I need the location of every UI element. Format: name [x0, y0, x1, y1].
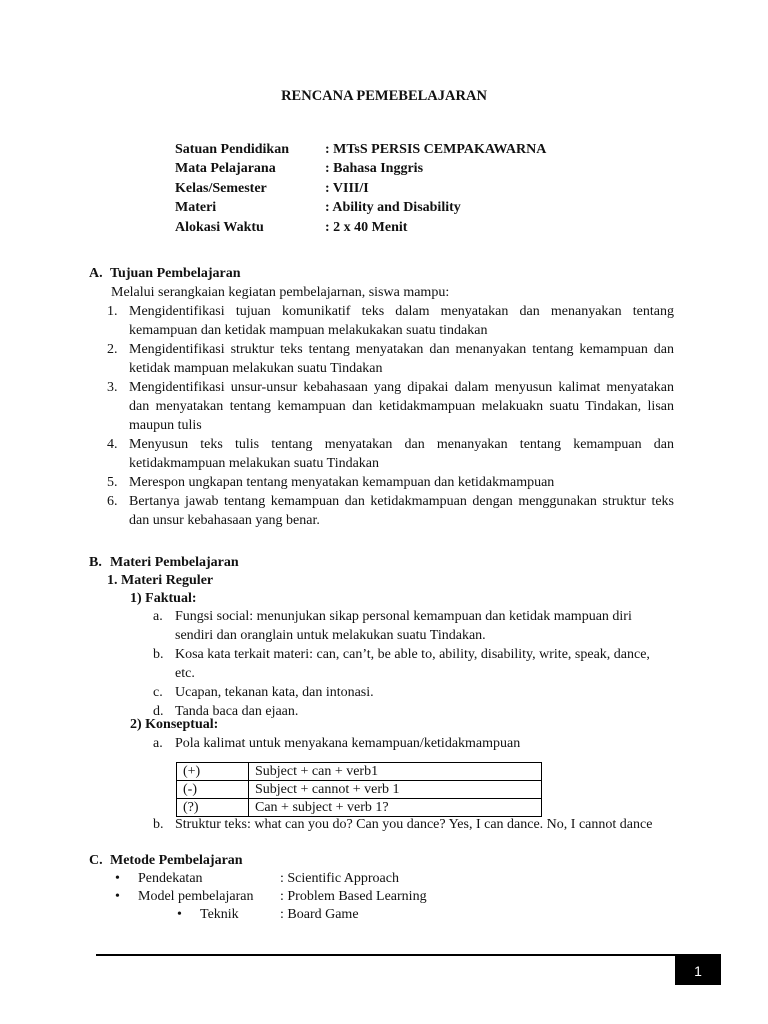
item-text: Mengidentifikasi tujuan komunikatif teks dalam menyatakan dan menanyakan tentang kemampuan dan ketidak mampuan melakukakan suatu tindakan	[129, 304, 674, 338]
info-row	[175, 218, 546, 237]
list-item	[107, 378, 674, 435]
item-number: 4.	[107, 437, 118, 452]
footer-rule	[96, 954, 721, 956]
subsection-heading: 1. Materi Reguler	[107, 573, 214, 588]
faktual-list	[153, 607, 673, 721]
item-letter: a.	[153, 736, 163, 751]
item-number: 3.	[107, 380, 118, 395]
method-label: Pendekatan	[138, 871, 203, 886]
faktual-heading: 1) Faktual:	[130, 591, 197, 606]
konseptual-item-b	[153, 815, 673, 834]
identity-block	[175, 140, 546, 237]
list-item	[153, 645, 673, 683]
info-row	[175, 179, 546, 198]
sentence-pattern-table	[176, 762, 542, 817]
list-item	[107, 492, 674, 530]
info-label: Kelas/Semester	[175, 180, 267, 196]
section-a-intro: Melalui serangkaian kegiatan pembelajarnan, siswa mampu:	[111, 285, 450, 300]
method-row	[115, 887, 427, 905]
item-letter: a.	[153, 609, 163, 624]
section-title: Metode Pembelajaran	[110, 853, 243, 868]
info-label: Materi	[175, 200, 217, 216]
pattern-symbol: (-)	[177, 781, 249, 799]
table-row	[177, 763, 542, 781]
bullet-icon: •	[115, 871, 120, 886]
item-text: Ucapan, tekanan kata, dan intonasi.	[175, 685, 374, 700]
objectives-list	[107, 302, 674, 530]
document-title: RENCANA PEMEBELAJARAN	[281, 88, 487, 104]
section-letter: C.	[89, 853, 103, 868]
item-letter: d.	[153, 704, 164, 719]
info-label: Satuan Pendidikan	[175, 142, 289, 157]
section-title: Tujuan Pembelajaran	[110, 266, 241, 281]
list-item	[153, 607, 673, 645]
pattern-symbol: (?)	[177, 799, 249, 817]
item-text: Mengidentifikasi struktur teks tentang menyatakan dan menanyakan tentang kemampuan dan ketidak mampuan melakukan suatu Tindakan	[129, 342, 674, 376]
item-text: Bertanya jawab tentang kemampuan dan ketidakmampuan dengan menggunakan struktur teks dan unsur kebahasaan yang benar.	[129, 494, 674, 528]
item-letter: c.	[153, 685, 163, 700]
section-c-heading	[89, 851, 243, 870]
method-value: : Problem Based Learning	[280, 889, 427, 904]
list-item	[153, 734, 673, 753]
method-value: : Scientific Approach	[280, 871, 399, 886]
item-text: Mengidentifikasi unsur-unsur kebahasaan yang dipakai dalam menyusun kalimat menyatakan dan menyatakan tentang kemampuan dan ketidakmampuan melakuakn suatu Tindakan, lisan maupun tulis	[129, 380, 674, 433]
method-row	[115, 869, 427, 887]
list-item	[107, 473, 674, 492]
item-text: Pola kalimat untuk menyakana kemampuan/ketidakmampuan	[175, 736, 521, 751]
bullet-icon: •	[115, 889, 120, 904]
konseptual-item-a	[153, 734, 673, 753]
info-value: : 2 x 40 Menit	[325, 219, 408, 235]
info-row	[175, 140, 546, 159]
info-label: Alokasi Waktu	[175, 219, 264, 235]
info-label: Mata Pelajarana	[175, 161, 276, 177]
info-value: : Bahasa Inggris	[325, 161, 424, 177]
info-value: : Ability and Disability	[325, 200, 461, 216]
bullet-icon: •	[177, 907, 182, 922]
list-item	[153, 702, 673, 721]
list-item	[107, 340, 674, 378]
page-number: 1	[675, 955, 721, 985]
method-label: Teknik	[200, 907, 239, 922]
list-item	[107, 302, 674, 340]
section-a-heading	[89, 264, 241, 283]
item-letter: b.	[153, 647, 164, 662]
list-item	[107, 435, 674, 473]
item-text: Struktur teks: what can you do? Can you dance? Yes, I can dance. No, I cannot dance	[175, 817, 653, 832]
method-value: : Board Game	[280, 907, 359, 922]
item-text: Kosa kata terkait materi: can, can’t, be able to, ability, disability, write, speak, dance, etc.	[175, 647, 650, 681]
method-row	[115, 905, 427, 923]
item-number: 2.	[107, 342, 118, 357]
info-row	[175, 159, 546, 178]
section-letter: B.	[89, 555, 102, 570]
list-item	[153, 683, 673, 702]
pattern-formula: Can + subject + verb 1?	[249, 799, 542, 817]
konseptual-heading: 2) Konseptual:	[130, 717, 219, 732]
item-text: Fungsi social: menunjukan sikap personal kemampuan dan ketidak mampuan diri sendiri dan oranglain untuk melakukan suatu Tindakan.	[175, 609, 632, 643]
pattern-symbol: (+)	[177, 763, 249, 781]
pattern-formula: Subject + cannot + verb 1	[249, 781, 542, 799]
item-text: Menyusun teks tulis tentang menyatakan dan menanyakan tentang kemampuan dan ketidakmampuan melakukan suatu Tindakan	[129, 437, 674, 471]
item-number: 1.	[107, 304, 118, 319]
item-number: 5.	[107, 475, 118, 490]
table-row	[177, 781, 542, 799]
item-letter: b.	[153, 817, 164, 832]
list-item	[153, 815, 673, 834]
section-letter: A.	[89, 266, 103, 281]
item-text: Tanda baca dan ejaan.	[175, 704, 299, 719]
section-b-heading	[89, 553, 239, 572]
method-label: Model pembelajaran	[138, 889, 254, 904]
item-number: 6.	[107, 494, 118, 509]
section-title: Materi Pembelajaran	[110, 555, 239, 570]
info-value: : VIII/I	[325, 180, 369, 196]
info-row	[175, 198, 546, 217]
method-list	[115, 869, 427, 923]
item-text: Merespon ungkapan tentang menyatakan kemampuan dan ketidakmampuan	[129, 475, 555, 490]
table-row	[177, 799, 542, 817]
info-value: : MTsS PERSIS CEMPAKAWARNA	[325, 142, 547, 157]
pattern-formula: Subject + can + verb1	[249, 763, 542, 781]
